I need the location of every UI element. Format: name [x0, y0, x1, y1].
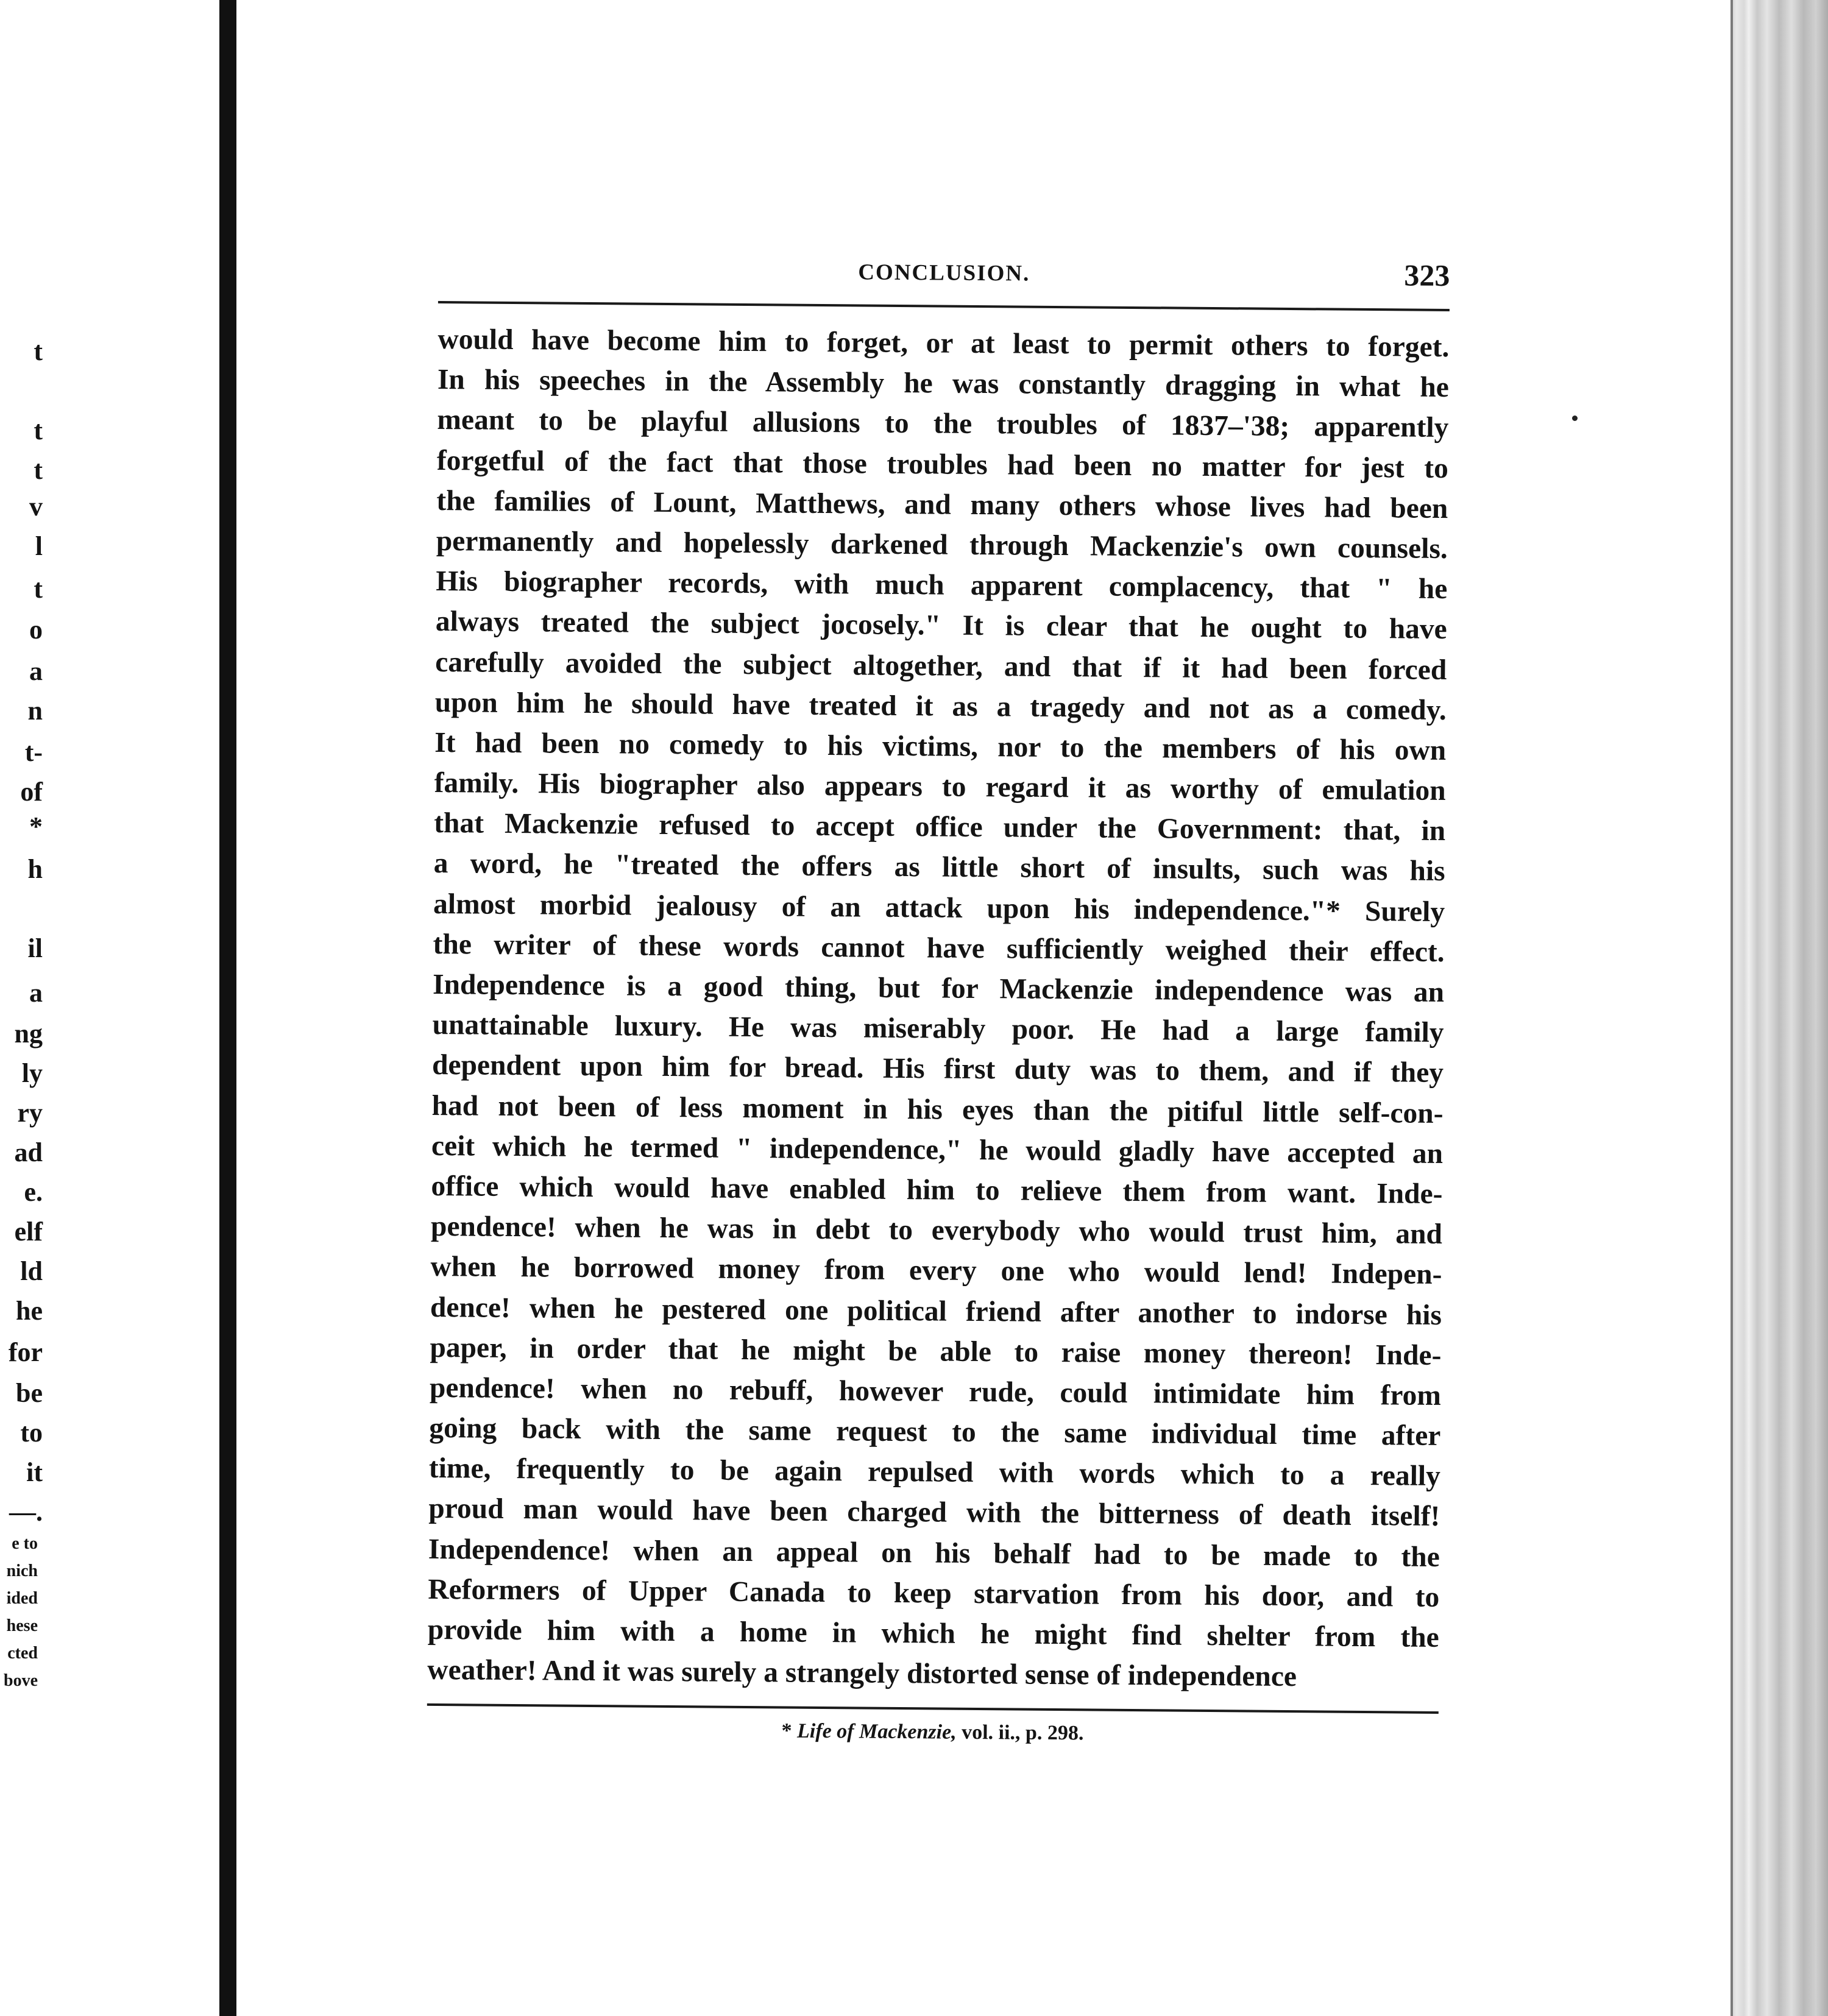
- text-line: In his speeches in the Assembly he was constantly dragging in what he: [437, 364, 1450, 404]
- text-line: forgetful of the fact that those troubles had been no matter for jest to: [436, 444, 1449, 484]
- footnote-marker: *: [781, 1719, 792, 1743]
- facing-page-fragment: to: [20, 1418, 43, 1448]
- facing-page-footnote-fragment: e to: [12, 1534, 38, 1553]
- facing-page-footnote-fragment: cted: [7, 1644, 38, 1663]
- footnote-rule: [427, 1703, 1439, 1714]
- facing-page-fragment: il: [27, 933, 43, 963]
- facing-page-edge: [0, 0, 219, 2016]
- text-line: upon him he should have treated it as a tragedy and not as a comedy.: [434, 686, 1447, 726]
- footnote-title: Life of Mackenzie,: [796, 1720, 957, 1744]
- text-line: the writer of these words cannot have sufficiently weighed their effect.: [433, 928, 1445, 968]
- text-line: pendence! when no rebuff, however rude, could intimidate him from: [429, 1371, 1442, 1412]
- facing-page-fragment: for: [8, 1337, 43, 1367]
- footnote-reference: vol. ii., p. 298.: [956, 1721, 1084, 1745]
- page-number: 323: [1404, 258, 1450, 293]
- text-line: His biographer records, with much apparent complacency, that " he: [436, 565, 1448, 606]
- text-line: time, frequently to be again repulsed with words which to a really: [428, 1452, 1441, 1493]
- text-line: provide him with a home in which he might find shelter from the: [427, 1613, 1439, 1653]
- running-title: CONCLUSION.: [858, 260, 1030, 286]
- text-line: almost morbid jealousy of an attack upon his independence."* Surely: [433, 888, 1445, 928]
- facing-page-fragment: e.: [24, 1177, 43, 1207]
- running-head: [438, 219, 1450, 293]
- facing-page-fragment: t: [34, 455, 43, 485]
- facing-page-fragment: a: [29, 978, 43, 1008]
- facing-page-footnote-fragment: hese: [6, 1616, 38, 1635]
- facing-page-fragment: *: [29, 812, 43, 841]
- text-line: had not been of less moment in his eyes than the pitiful little self-con-: [431, 1089, 1444, 1130]
- text-line: weather! And it was surely a strangely distorted sense of independence: [427, 1654, 1297, 1693]
- facing-page-fragment: ly: [21, 1058, 43, 1088]
- facing-page-fragment: a: [29, 656, 43, 686]
- text-line: permanently and hopelessly darkened through Mackenzie's own counsels.: [436, 525, 1448, 565]
- facing-page-fragment: n: [27, 696, 43, 726]
- text-line: a word, he "treated the offers as little short of insults, such was his: [433, 847, 1445, 888]
- text-line: Reformers of Upper Canada to keep starvation from his door, and to: [428, 1573, 1440, 1613]
- facing-page-fragment: t: [34, 416, 43, 445]
- text-line: proud man would have been charged with the bitterness of death itself!: [428, 1493, 1440, 1533]
- facing-page-fragment: h: [27, 854, 43, 884]
- text-line: would have become him to forget, or at least to permit others to forget.: [438, 323, 1450, 364]
- facing-page-footnote-fragment: bove: [4, 1671, 38, 1690]
- text-line: that Mackenzie refused to accept office under the Government: that, in: [434, 807, 1446, 847]
- facing-page-fragment: —.: [9, 1497, 43, 1527]
- facing-page-fragment: ry: [17, 1098, 43, 1128]
- facing-page-fragment: he: [16, 1296, 43, 1326]
- facing-page-fragment: it: [26, 1457, 43, 1487]
- footnote: [427, 1717, 1438, 1748]
- page-text-block: [427, 219, 1450, 1748]
- text-line: office which would have enabled him to relieve them from want. Inde-: [431, 1170, 1443, 1210]
- facing-page-fragment: be: [16, 1378, 43, 1408]
- facing-page-fragment: v: [29, 492, 43, 522]
- facing-page-footnote-fragment: ided: [6, 1589, 38, 1608]
- text-line: ceit which he termed " independence," he would gladly have accepted an: [431, 1130, 1444, 1170]
- text-line: carefully avoided the subject altogether, and that if it had been forced: [435, 646, 1447, 686]
- body-text: [427, 319, 1450, 1698]
- text-line: the families of Lount, Matthews, and many others whose lives had been: [436, 484, 1448, 525]
- text-line: dependent upon him for bread. His first duty was to them, and if they: [431, 1049, 1444, 1089]
- facing-page-fragment: of: [20, 777, 43, 807]
- header-rule: [438, 301, 1450, 311]
- facing-page-fragment: t-: [24, 737, 43, 767]
- text-line: paper, in order that he might be able to raise money thereon! Inde-: [430, 1331, 1442, 1371]
- text-line: going back with the same request to the same individual time after: [429, 1412, 1441, 1452]
- text-line: Independence! when an appeal on his behalf had to be made to the: [428, 1533, 1440, 1573]
- text-line: Independence is a good thing, but for Mackenzie independence was an: [432, 968, 1445, 1008]
- facing-page-fragment: l: [35, 531, 43, 561]
- text-line: unattainable luxury. He was miserably poor. He had a large family: [432, 1009, 1444, 1049]
- facing-page-fragment: t: [34, 336, 43, 366]
- facing-page-fragment: ld: [20, 1256, 43, 1286]
- text-line: pendence! when he was in debt to everybody who would trust him, and: [430, 1211, 1443, 1251]
- facing-page-fragment: o: [29, 615, 43, 645]
- facing-page-fragment: t: [34, 574, 43, 604]
- text-line: always treated the subject jocosely." It is clear that he ought to have: [435, 606, 1447, 646]
- print-speck: [1572, 416, 1578, 421]
- text-line: dence! when he pestered one political friend after another to indorse his: [430, 1291, 1442, 1331]
- text-line: family. His biographer also appears to regard it as worthy of emulation: [434, 767, 1446, 807]
- book-gutter: [219, 0, 236, 2016]
- facing-page-fragment: ng: [14, 1019, 43, 1049]
- page-stack-edge: [1731, 0, 1828, 2016]
- facing-page-footnote-fragment: nich: [6, 1562, 38, 1580]
- text-line: It had been no comedy to his victims, nor to the members of his own: [434, 726, 1447, 766]
- facing-page-fragment: elf: [14, 1217, 43, 1247]
- text-line: when he borrowed money from every one who would lend! Indepen-: [430, 1251, 1442, 1291]
- text-line: meant to be playful allusions to the troubles of 1837–'38; apparently: [437, 404, 1449, 444]
- facing-page-fragment: ad: [14, 1137, 43, 1167]
